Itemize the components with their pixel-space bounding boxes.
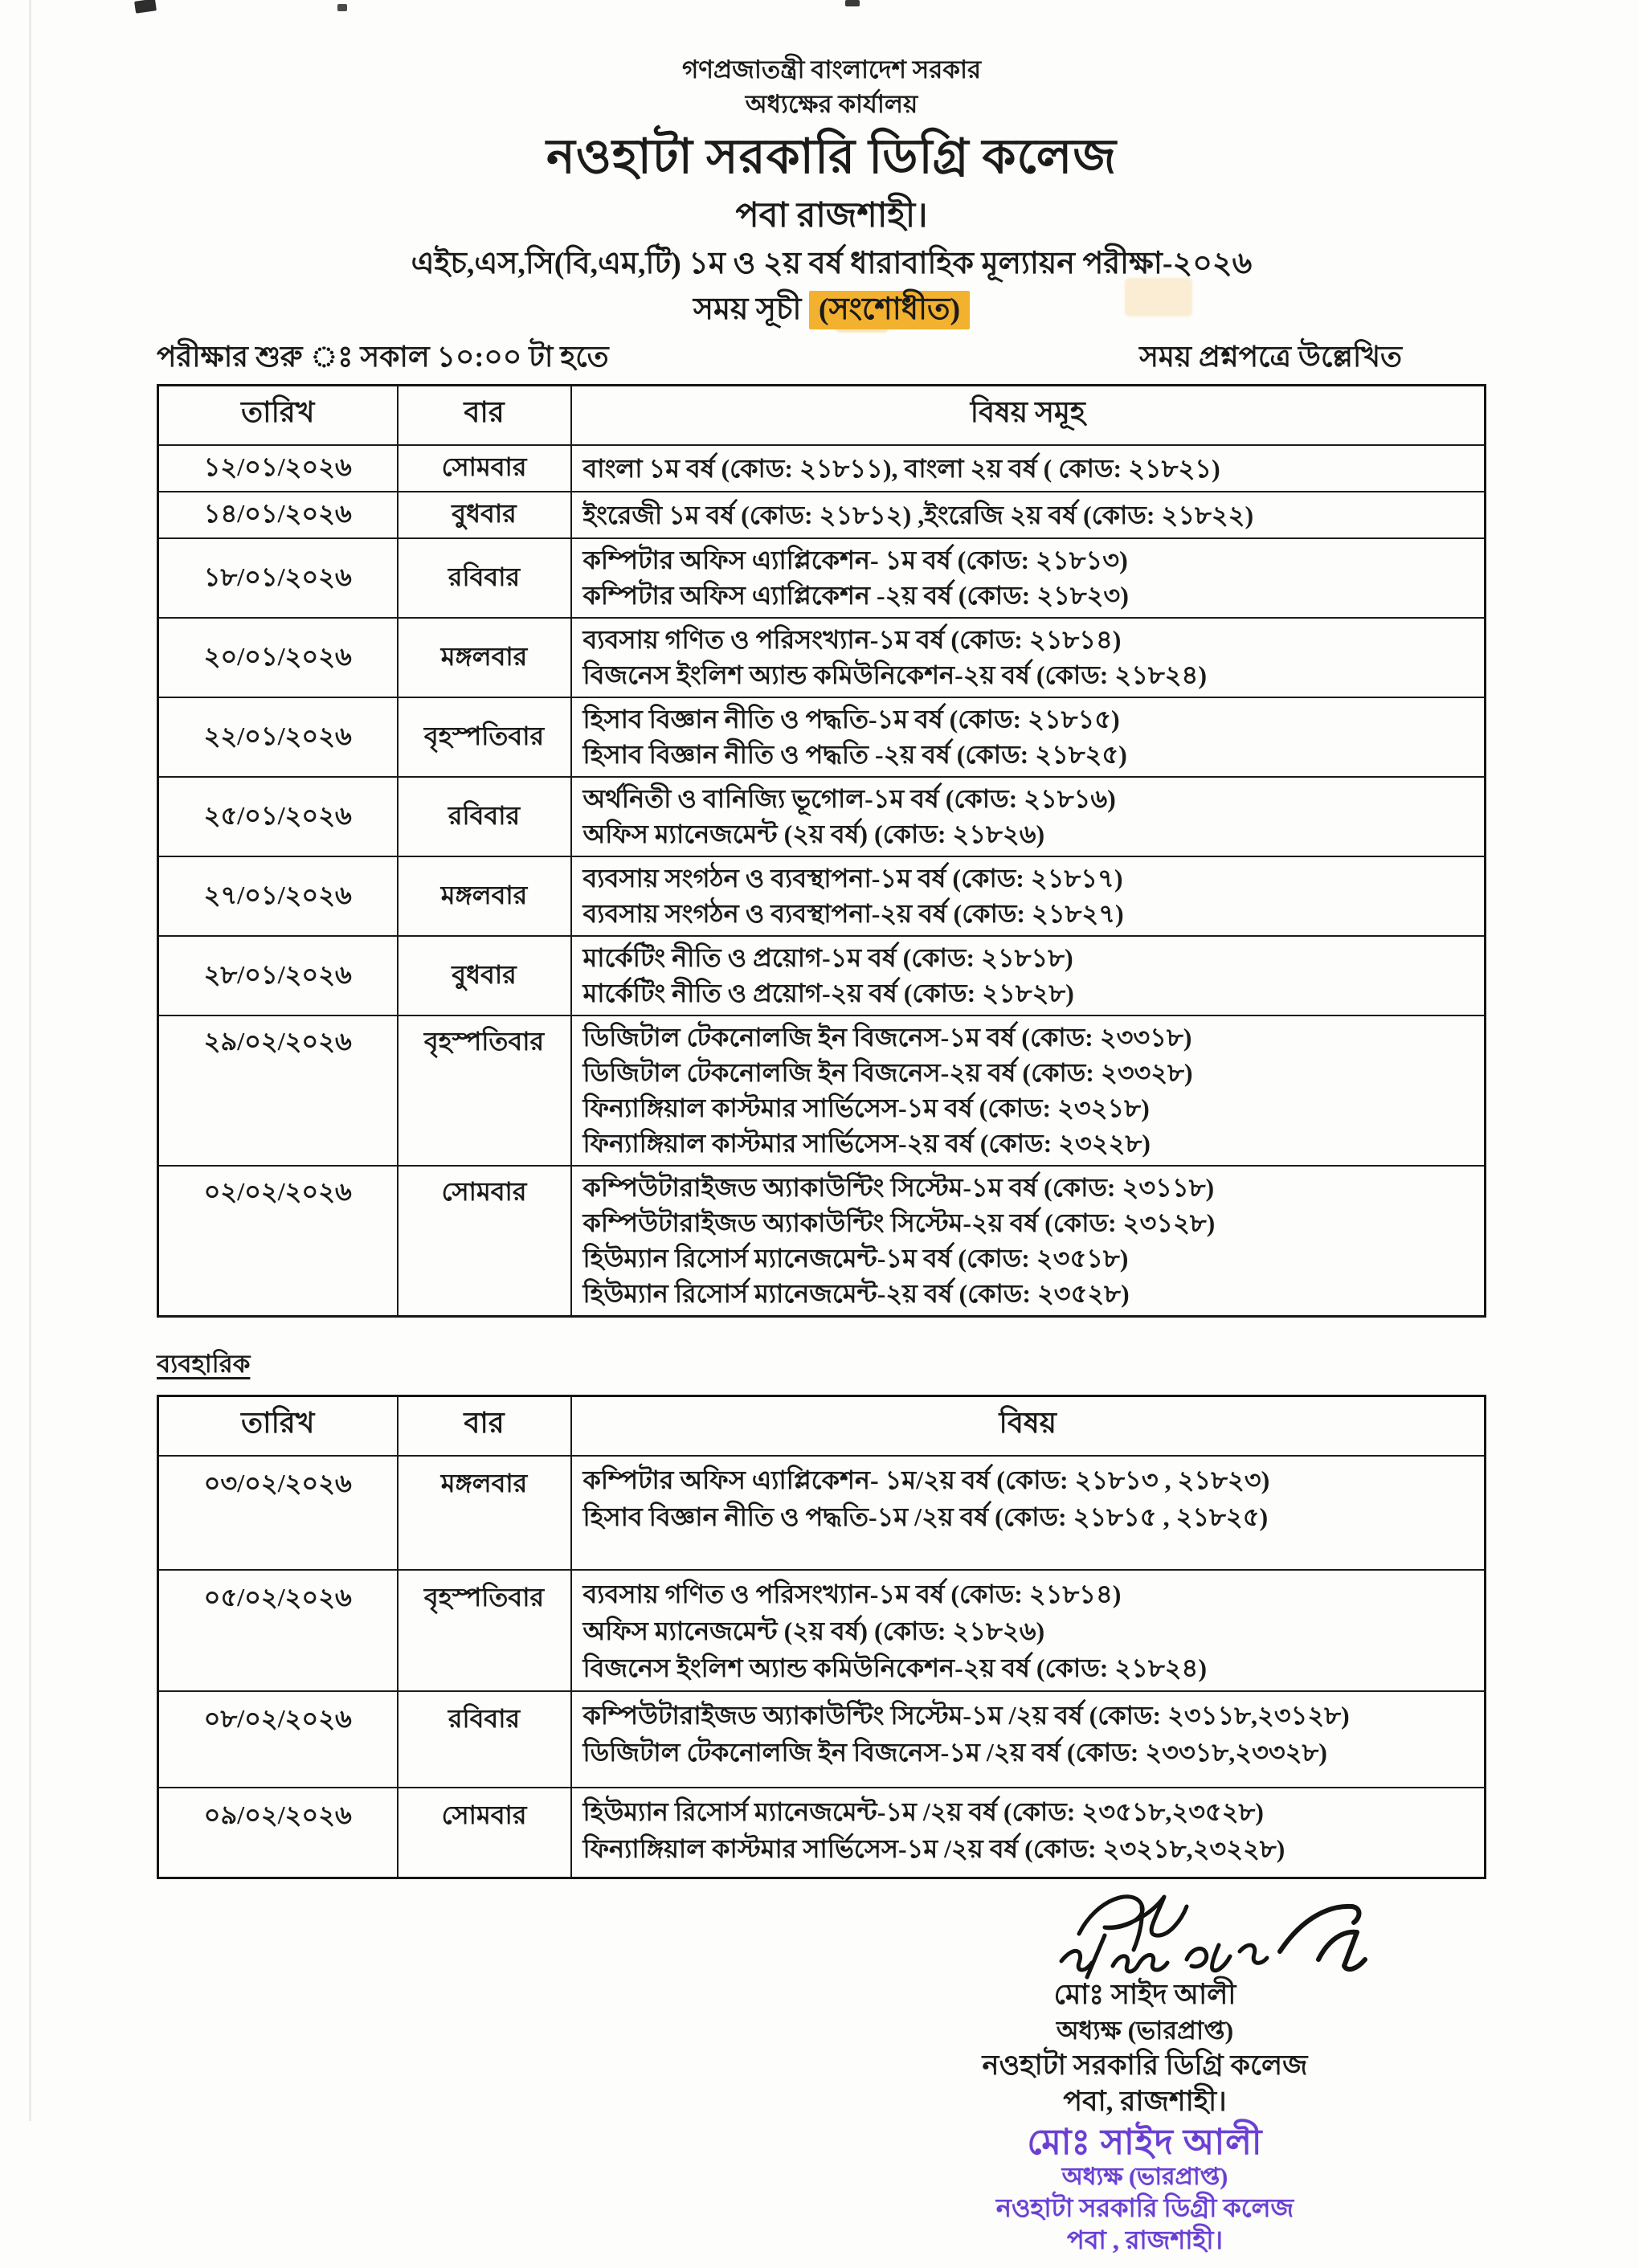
practical-section-label: ব্যবহারিক <box>157 1350 251 1378</box>
exam-day: বৃহস্পতিবার <box>398 697 571 777</box>
exam-day: বুধবার <box>398 492 571 538</box>
exam-date: ০৮/০২/২০২৬ <box>158 1691 398 1788</box>
subject-line: ইংরেজী ১ম বর্ষ (কোড: ২১৮১২) ,ইংরেজি ২য় বর্ষ (কোড: ২১৮২২) <box>582 500 1254 529</box>
subject-line: কম্পিটার অফিস এ্যাপ্লিকেশন -২য় বর্ষ (কোড: ২১৮২৩) <box>582 581 1129 610</box>
exam-date: ০৩/০২/২০২৬ <box>158 1456 398 1570</box>
subject-line: কম্পিউটারাইজড অ্যাকাউন্টিং সিস্টেম-২য় বর্ষ (কোড: ২৩১২৮) <box>582 1208 1216 1237</box>
revised-badge: (সংশোধীত) <box>809 291 970 329</box>
column-header-date: তারিখ <box>158 386 398 446</box>
exam-day: মঙ্গলবার <box>398 856 571 936</box>
subject-line: ব্যবসায় সংগঠন ও ব্যবস্থাপনা-১ম বর্ষ (কোড: ২১৮১৭) <box>582 864 1123 893</box>
column-header-date: তারিখ <box>158 1396 398 1457</box>
stamp-college: নওহাটা সরকারি ডিগ্রী কলেজ <box>995 2192 1294 2222</box>
college-name: নওহাটা সরকারি ডিগ্রি কলেজ <box>546 130 1118 183</box>
exam-day: রবিবার <box>398 1691 571 1788</box>
exam-day: বুধবার <box>398 936 571 1015</box>
schedule-row <box>158 1570 1486 1691</box>
schedule-row <box>158 1456 1486 1570</box>
subject-line: বাংলা ১ম বর্ষ (কোড: ২১৮১১), বাংলা ২য় বর্ষ ( কোড: ২১৮২১) <box>582 453 1220 483</box>
subject-line: ব্যবসায় গণিত ও পরিসংখ্যান-১ম বর্ষ (কোড: ২১৮১৪) <box>582 625 1122 654</box>
handwritten-signature-scribble <box>984 1882 1402 2003</box>
schedule-row <box>158 777 1486 856</box>
schedule-row <box>158 618 1486 697</box>
scan-edge-shadow <box>29 0 31 2121</box>
exam-subjects <box>571 618 1486 697</box>
exam-title: এইচ,এস,সি(বি,এম,টি) ১ম ও ২য় বর্ষ ধারাবাহিক মূল্যায়ন পরীক্ষা-২০২৬ <box>411 247 1253 280</box>
subject-line: ডিজিটাল টেকনোলজি ইন বিজনেস-১ম /২য় বর্ষ (কোড: ২৩৩১৮,২৩৩২৮) <box>582 1738 1327 1767</box>
exam-day: বৃহস্পতিবার <box>398 1570 571 1691</box>
principal-title: অধ্যক্ষ (ভারপ্রাপ্ত) <box>1056 2015 1234 2045</box>
subject-line: ফিন্যাঙ্গিয়াল কাস্টমার সার্ভিসেস-২য় বর্ষ (কোড: ২৩২২৮) <box>582 1129 1151 1158</box>
subject-line: বিজনেস ইংলিশ অ্যান্ড কমিউনিকেশন-২য় বর্ষ (কোড: ২১৮২৪) <box>582 660 1207 689</box>
schedule-title <box>157 286 1506 333</box>
schedule-row <box>158 445 1486 492</box>
duration-note: সময় প্রশ্নপত্রে উল্লেখিত <box>1139 341 1402 373</box>
exam-info-row <box>157 337 1506 376</box>
subject-line: কম্পিটার অফিস এ্যাপ্লিকেশন- ১ম বর্ষ (কোড: ২১৮১৩) <box>582 546 1128 574</box>
subject-line: কম্পিটার অফিস এ্যাপ্লিকেশন- ১ম/২য় বর্ষ (কোড: ২১৮১৩ , ২১৮২৩) <box>582 1465 1270 1494</box>
subject-line: ডিজিটাল টেকনোলজি ইন বিজনেস-২য় বর্ষ (কোড: ২৩৩২৮) <box>582 1058 1193 1087</box>
exam-day: মঙ্গলবার <box>398 618 571 697</box>
schedule-row <box>158 1691 1486 1788</box>
exam-date: ১৪/০১/২০২৬ <box>158 492 398 538</box>
practical-schedule-table <box>157 1395 1486 1879</box>
office-line: অধ্যক্ষের কার্যালয় <box>745 90 918 118</box>
exam-subjects <box>571 1788 1486 1878</box>
government-line: গণপ্রজাতন্ত্রী বাংলাদেশ সরকার <box>681 55 982 84</box>
exam-subjects <box>571 538 1486 618</box>
table-header-row <box>158 386 1486 446</box>
schedule-row <box>158 1166 1486 1317</box>
subject-line: অফিস ম্যানেজমেন্ট (২য় বর্ষ) (কোড: ২১৮২৬) <box>582 819 1045 848</box>
subject-line: মার্কেটিং নীতি ও প্রয়োগ-১ম বর্ষ (কোড: ২১৮১৮) <box>582 943 1073 972</box>
principal-stamp <box>888 2123 1402 2256</box>
exam-date: ২৭/০১/২০২৬ <box>158 856 398 936</box>
subject-line: বিজনেস ইংলিশ অ্যান্ড কমিউনিকেশন-২য় বর্ষ (কোড: ২১৮২৪) <box>582 1653 1207 1682</box>
exam-date: ২২/০১/২০২৬ <box>158 697 398 777</box>
exam-day: মঙ্গলবার <box>398 1456 571 1570</box>
subject-line: হিউম্যান রিসোর্স ম্যানেজমেন্ট-১ম /২য় বর্ষ (কোড: ২৩৫১৮,২৩৫২৮) <box>582 1797 1264 1826</box>
exam-date: ০৯/০২/২০২৬ <box>158 1788 398 1878</box>
exam-subjects <box>571 1166 1486 1317</box>
subject-line: হিউম্যান রিসোর্স ম্যানেজমেন্ট-১ম বর্ষ (কোড: ২৩৫১৮) <box>582 1244 1129 1273</box>
schedule-row <box>158 1015 1486 1166</box>
exam-date: ০৫/০২/২০২৬ <box>158 1570 398 1691</box>
exam-date: ২৫/০১/২০২৬ <box>158 777 398 856</box>
start-time-note: পরীক্ষার শুরু ঃ সকাল ১০:০০ টা হতে <box>157 341 609 373</box>
table-header-row <box>158 1396 1486 1457</box>
exam-day: সোমবার <box>398 445 571 492</box>
exam-date: ২০/০১/২০২৬ <box>158 618 398 697</box>
exam-subjects <box>571 856 1486 936</box>
exam-day: রবিবার <box>398 538 571 618</box>
column-header-subjects: বিষয় <box>571 1396 1486 1457</box>
exam-subjects <box>571 1456 1486 1570</box>
theory-schedule-table <box>157 384 1486 1318</box>
subject-line: হিউম্যান রিসোর্স ম্যানেজমেন্ট-২য় বর্ষ (কোড: ২৩৫২৮) <box>582 1279 1130 1308</box>
column-header-day: বার <box>398 1396 571 1457</box>
subject-line: ফিন্যাঙ্গিয়াল কাস্টমার সার্ভিসেস-১ম বর্ষ (কোড: ২৩২১৮) <box>582 1093 1150 1122</box>
exam-subjects <box>571 777 1486 856</box>
exam-date: ০২/০২/২০২৬ <box>158 1166 398 1317</box>
column-header-subjects: বিষয় সমূহ <box>571 386 1486 446</box>
schedule-row <box>158 538 1486 618</box>
letterhead <box>157 0 1506 333</box>
subject-line: মার্কেটিং নীতি ও প্রয়োগ-২য় বর্ষ (কোড: ২১৮২৮) <box>582 979 1074 1007</box>
schedule-row <box>158 856 1486 936</box>
signature-area <box>157 1882 1506 2268</box>
exam-date: ২৯/০২/২০২৬ <box>158 1015 398 1166</box>
exam-date: ১২/০১/২০২৬ <box>158 445 398 492</box>
schedule-row <box>158 697 1486 777</box>
signature-block <box>888 1882 1402 2256</box>
college-location: পবা রাজশাহী। <box>735 197 928 235</box>
subject-line: ব্যবসায় গণিত ও পরিসংখ্যান-১ম বর্ষ (কোড: ২১৮১৪) <box>582 1579 1122 1608</box>
subject-line: অর্থনিতী ও বানিজ্যি ভূগোল-১ম বর্ষ (কোড: ২১৮১৬) <box>582 784 1116 813</box>
exam-date: ২৮/০১/২০২৬ <box>158 936 398 1015</box>
subject-line: ব্যবসায় সংগঠন ও ব্যবস্থাপনা-২য় বর্ষ (কোড: ২১৮২৭) <box>582 899 1124 928</box>
subject-line: কম্পিউটারাইজড অ্যাকাউন্টিং সিস্টেম-১ম বর্ষ (কোড: ২৩১১৮) <box>582 1173 1215 1202</box>
document-body <box>157 0 1506 2268</box>
exam-subjects <box>571 492 1486 538</box>
subject-line: হিসাব বিজ্ঞান নীতি ও পদ্ধতি-১ম /২য় বর্ষ (কোড: ২১৮১৫ , ২১৮২৫) <box>582 1502 1269 1531</box>
exam-subjects <box>571 1691 1486 1788</box>
exam-day: রবিবার <box>398 777 571 856</box>
stamp-name: মোঃ সাইদ আলী <box>1027 2122 1263 2162</box>
exam-date: ১৮/০১/২০২৬ <box>158 538 398 618</box>
exam-subjects <box>571 936 1486 1015</box>
signature-college: নওহাটা সরকারি ডিগ্রি কলেজ <box>982 2049 1308 2081</box>
scan-artifact <box>134 0 157 14</box>
schedule-row <box>158 492 1486 538</box>
signature-location: পবা, রাজশাহী। <box>1063 2085 1227 2117</box>
column-header-day: বার <box>398 386 571 446</box>
subject-line: অফিস ম্যানেজমেন্ট (২য় বর্ষ) (কোড: ২১৮২৬) <box>582 1616 1045 1645</box>
exam-subjects <box>571 1015 1486 1166</box>
stamp-title: অধ্যক্ষ (ভারপ্রাপ্ত) <box>1061 2163 1228 2190</box>
exam-subjects <box>571 1570 1486 1691</box>
schedule-row <box>158 1788 1486 1878</box>
subject-line: ফিন্যাঙ্গিয়াল কাস্টমার সার্ভিসেস-১ম /২য় বর্ষ (কোড: ২৩২১৮,২৩২২৮) <box>582 1834 1285 1863</box>
stamp-location: পবা , রাজশাহী। <box>1067 2225 1223 2254</box>
principal-name: মোঃ সাইদ আলী <box>1053 1978 1236 2010</box>
exam-day: বৃহস্পতিবার <box>398 1015 571 1166</box>
exam-subjects <box>571 697 1486 777</box>
subject-line: কম্পিউটারাইজড অ্যাকাউন্টিং সিস্টেম-১ম /২য় বর্ষ (কোড: ২৩১১৮,২৩১২৮) <box>582 1701 1350 1730</box>
exam-day: সোমবার <box>398 1166 571 1317</box>
exam-subjects <box>571 445 1486 492</box>
subject-line: হিসাব বিজ্ঞান নীতি ও পদ্ধতি-১ম বর্ষ (কোড: ২১৮১৫) <box>582 705 1120 734</box>
schedule-row <box>158 936 1486 1015</box>
exam-day: সোমবার <box>398 1788 571 1878</box>
subject-line: হিসাব বিজ্ঞান নীতি ও পদ্ধতি -২য় বর্ষ (কোড: ২১৮২৫) <box>582 740 1127 769</box>
schedule-label: সময় সূচী <box>693 292 802 326</box>
subject-line: ডিজিটাল টেকনোলজি ইন বিজনেস-১ম বর্ষ (কোড: ২৩৩১৮) <box>582 1023 1192 1052</box>
